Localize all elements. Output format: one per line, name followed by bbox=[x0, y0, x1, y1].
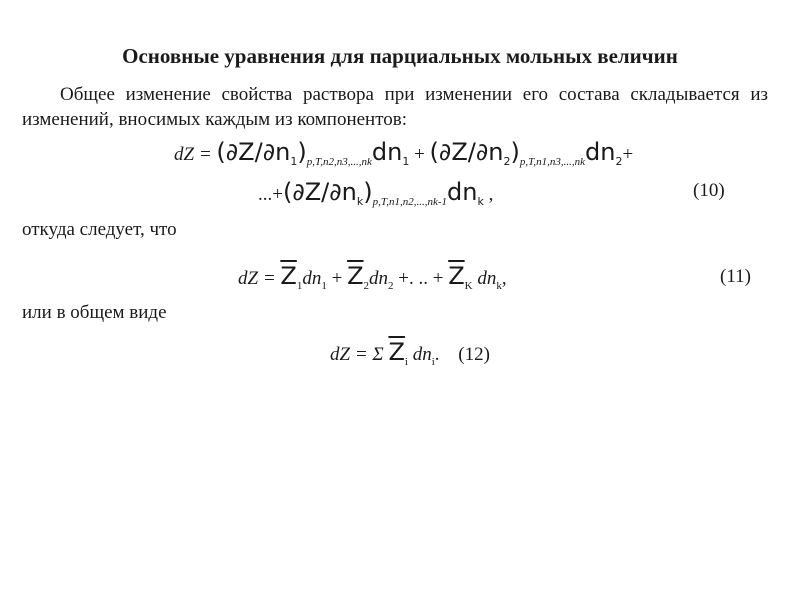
equation-11 bbox=[238, 262, 507, 292]
eq11-dn2-index: 2 bbox=[388, 280, 394, 292]
eq12-z: $\overline{Z}$ bbox=[388, 338, 405, 366]
general-form-text: или в общем виде bbox=[22, 302, 167, 323]
from-which-text: откуда следует, что bbox=[22, 219, 177, 240]
eq10-term2-dn-index: 2 bbox=[615, 155, 623, 168]
eq10-term2-close: ) bbox=[510, 138, 520, 166]
eq12-z-index: i bbox=[404, 356, 408, 368]
eq10-plus-1: + bbox=[409, 144, 430, 165]
eq10-term3-differential bbox=[447, 178, 484, 206]
eq10-term1-close: ) bbox=[297, 138, 307, 166]
equation-10-number: (10) bbox=[693, 180, 725, 201]
eq10-term3-dn: dn bbox=[447, 178, 478, 206]
eq11-plus-ellipsis: +. .. + bbox=[393, 268, 449, 289]
eq10-term3-index: k bbox=[356, 195, 364, 208]
eq10-term1-differential bbox=[372, 138, 409, 166]
eq10-term1-partial: (∂Z/∂n bbox=[216, 138, 291, 166]
eq11-zk-index: K bbox=[464, 280, 473, 292]
eq11-dn1: dn bbox=[302, 268, 322, 289]
eq10-trailing: , bbox=[483, 184, 494, 205]
eq12-lhs: dZ = Σ bbox=[330, 344, 389, 365]
equation-10-line-2 bbox=[258, 178, 493, 208]
eq10-term2-dn: dn bbox=[585, 138, 616, 166]
eq10-term2-index: 2 bbox=[503, 155, 511, 168]
eq10-term3-partial: (∂Z/∂n bbox=[282, 178, 357, 206]
page-title: Основные уравнения для парциальных мольных величин bbox=[122, 44, 678, 68]
equation-11-number: (11) bbox=[720, 266, 751, 287]
eq10-term2-subscript: p,T,n1,n3,...,nk bbox=[519, 156, 586, 168]
eq12-trailing: . bbox=[434, 344, 440, 365]
eq10-term3-close: ) bbox=[363, 178, 373, 206]
eq10-plus-2: + bbox=[622, 144, 634, 165]
eq10-lhs: dZ = bbox=[174, 144, 217, 165]
eq10-term1-dn: dn bbox=[371, 138, 403, 166]
eq10-continuation: ...+ bbox=[258, 184, 283, 205]
eq11-dn1-index: 1 bbox=[321, 280, 327, 292]
eq10-term3-dn-index: k bbox=[477, 195, 484, 208]
intro-paragraph: Общее изменение свойства раствора при изменении его состава складывается из изменений, вносимых каждым из компонентов: bbox=[22, 84, 768, 130]
eq11-zk: $\overline{Z}$ bbox=[448, 262, 465, 290]
eq11-dnk: dn bbox=[472, 268, 497, 289]
eq11-z1: $\overline{Z}$ bbox=[280, 262, 297, 290]
eq11-z2-index: 2 bbox=[363, 280, 370, 292]
eq10-term2-partial: (∂Z/∂n bbox=[429, 138, 504, 166]
eq10-term2-differential bbox=[585, 138, 622, 166]
eq10-term3-subscript: p,T,n1,n2,...,nk-1 bbox=[372, 196, 447, 208]
eq10-term1-subscript: p,T,n2,n3,...,nk bbox=[306, 156, 372, 168]
eq11-dn2: dn bbox=[369, 268, 389, 289]
equation-10-line-1 bbox=[174, 138, 633, 168]
eq11-dnk-index: k bbox=[496, 280, 502, 292]
eq12-dn: dn bbox=[407, 344, 432, 365]
equation-12-number: (12) bbox=[458, 344, 490, 365]
eq11-lhs: dZ = bbox=[238, 268, 281, 289]
eq11-plus-1: + bbox=[326, 268, 348, 289]
eq11-z1-index: 1 bbox=[296, 280, 303, 292]
eq10-term1 bbox=[216, 138, 306, 166]
eq11-z2: $\overline{Z}$ bbox=[347, 262, 364, 290]
eq10-term3 bbox=[283, 178, 373, 206]
eq12-dn-index: i bbox=[431, 356, 435, 368]
eq10-term2 bbox=[430, 138, 520, 166]
eq11-trailing: , bbox=[501, 268, 507, 289]
equation-12 bbox=[330, 338, 490, 368]
eq10-term1-index: 1 bbox=[290, 155, 298, 168]
eq10-term1-dn-index: 1 bbox=[402, 155, 410, 168]
